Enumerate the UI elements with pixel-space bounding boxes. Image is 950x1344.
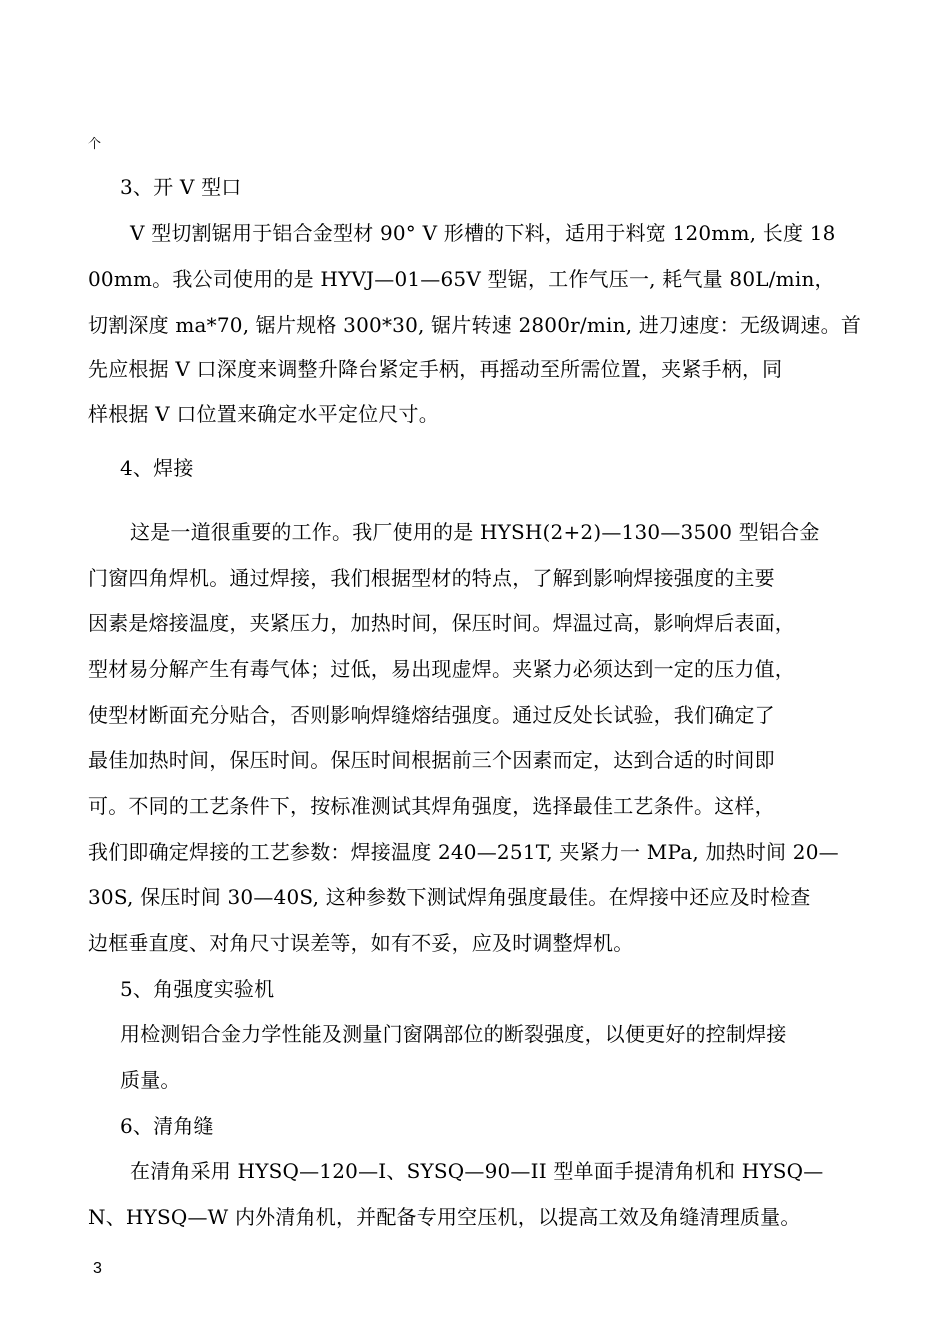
- section-4-line: 可。不同的工艺条件下，按标准测试其焊角强度，选择最佳工艺条件。这样，: [88, 794, 775, 818]
- section-4-line: 我们即确定焊接的工艺参数：焊接温度 240—251T, 夹紧力一 MPa, 加热时间 20—: [88, 840, 839, 864]
- section-4-line: 边框垂直度、对角尺寸误差等，如有不妥，应及时调整焊机。: [88, 931, 634, 955]
- section-4-line: 门窗四角焊机。通过焊接，我们根据型材的特点，了解到影响焊接强度的主要: [88, 566, 775, 590]
- page-number: 3: [93, 1260, 102, 1277]
- section-4-line: 型材易分解产生有毒气体；过低，易出现虚焊。夹紧力必须达到一定的压力值，: [88, 657, 795, 681]
- section-4-heading: 4、焊接: [120, 456, 194, 480]
- section-4-line: 最佳加热时间，保压时间。保压时间根据前三个因素而定，达到合适的时间即: [88, 748, 775, 772]
- section-4-line: 这是一道很重要的工作。我厂使用的是 HYSH(2+2)—130—3500 型铝合金: [130, 520, 820, 544]
- section-5-heading: 5、角强度实验机: [120, 977, 275, 1001]
- section-4-line: 使型材断面充分贴合，否则影响焊缝熔结强度。通过反处长试验，我们确定了: [88, 703, 775, 727]
- section-3-line: 切割深度 ma*70, 锯片规格 300*30, 锯片转速 2800r/min, 进刀速度：无级调速。首: [88, 313, 862, 337]
- section-3-line: 样根据 V 口位置来确定水平定位尺寸。: [88, 402, 439, 426]
- section-6-line: N、HYSQ—W 内外清角机，并配备专用空压机，以提高工效及角缝清理质量。: [88, 1205, 801, 1229]
- section-5-line: 用检测铝合金力学性能及测量门窗隅部位的断裂强度，以便更好的控制焊接: [120, 1022, 787, 1046]
- top-mark: 个: [88, 137, 102, 152]
- section-4-line: 因素是熔接温度，夹紧压力，加热时间，保压时间。焊温过高，影响焊后表面，: [88, 611, 795, 635]
- section-4-line: 30S, 保压时间 30—40S, 这种参数下测试焊角强度最佳。在焊接中还应及时检查: [88, 885, 811, 909]
- section-6-line: 在清角采用 HYSQ—120—I、SYSQ—90—II 型单面手提清角机和 HYSQ—: [130, 1159, 824, 1183]
- section-5-line: 质量。: [120, 1068, 181, 1092]
- section-3-line: V 型切割锯用于铝合金型材 90° V 形槽的下料，适用于料宽 120mm, 长度 18: [130, 221, 836, 245]
- section-3-line: 先应根据 V 口深度来调整升降台紧定手柄，再摇动至所需位置，夹紧手柄，同: [88, 357, 783, 381]
- section-3-heading: 3、开 V 型口: [120, 175, 242, 199]
- section-3-line: 00mm。我公司使用的是 HYVJ—01—65V 型锯，工作气压一, 耗气量 80L/min，: [88, 267, 835, 291]
- section-6-heading: 6、清角缝: [120, 1114, 214, 1138]
